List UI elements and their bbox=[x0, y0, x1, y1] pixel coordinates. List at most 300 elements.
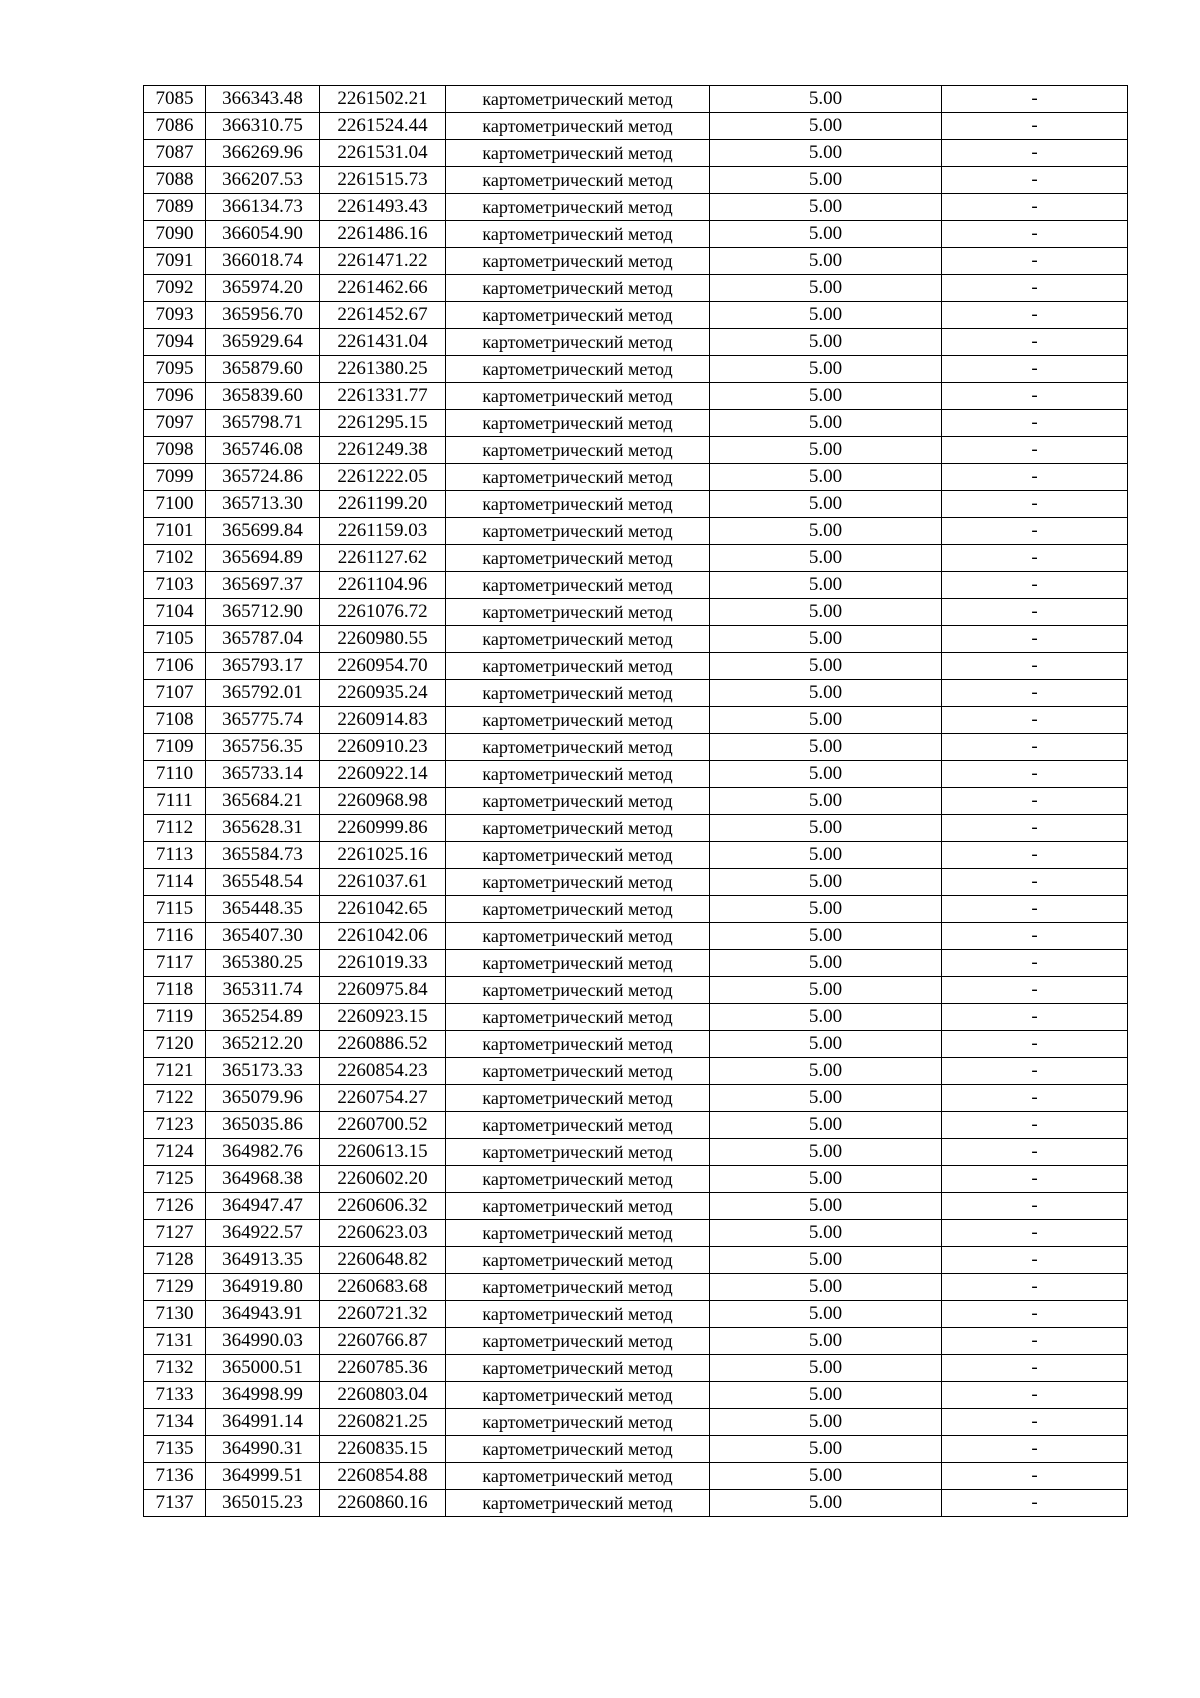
method-cell: картометрический метод bbox=[446, 761, 710, 788]
note-cell: - bbox=[942, 707, 1128, 734]
method-cell: картометрический метод bbox=[446, 491, 710, 518]
table-row bbox=[144, 302, 1128, 329]
coord-y-cell: 2260623.03 bbox=[320, 1220, 446, 1247]
point-number-cell: 7134 bbox=[144, 1409, 206, 1436]
note-cell: - bbox=[942, 1139, 1128, 1166]
coord-x-cell: 366269.96 bbox=[206, 140, 320, 167]
method-cell: картометрический метод bbox=[446, 140, 710, 167]
point-number-cell: 7108 bbox=[144, 707, 206, 734]
accuracy-cell: 5.00 bbox=[710, 383, 942, 410]
note-cell: - bbox=[942, 1085, 1128, 1112]
coord-y-cell: 2260785.36 bbox=[320, 1355, 446, 1382]
point-number-cell: 7117 bbox=[144, 950, 206, 977]
accuracy-cell: 5.00 bbox=[710, 599, 942, 626]
accuracy-cell: 5.00 bbox=[710, 626, 942, 653]
note-cell: - bbox=[942, 1247, 1128, 1274]
table-row bbox=[144, 977, 1128, 1004]
accuracy-cell: 5.00 bbox=[710, 1139, 942, 1166]
accuracy-cell: 5.00 bbox=[710, 1328, 942, 1355]
accuracy-cell: 5.00 bbox=[710, 1004, 942, 1031]
table-row bbox=[144, 491, 1128, 518]
coord-x-cell: 366018.74 bbox=[206, 248, 320, 275]
method-cell: картометрический метод bbox=[446, 1004, 710, 1031]
method-cell: картометрический метод bbox=[446, 788, 710, 815]
coord-y-cell: 2261042.06 bbox=[320, 923, 446, 950]
note-cell: - bbox=[942, 329, 1128, 356]
coord-x-cell: 365173.33 bbox=[206, 1058, 320, 1085]
table-row bbox=[144, 1328, 1128, 1355]
coord-y-cell: 2260980.55 bbox=[320, 626, 446, 653]
note-cell: - bbox=[942, 140, 1128, 167]
method-cell: картометрический метод bbox=[446, 1031, 710, 1058]
coord-x-cell: 365974.20 bbox=[206, 275, 320, 302]
coord-y-cell: 2261431.04 bbox=[320, 329, 446, 356]
method-cell: картометрический метод bbox=[446, 1409, 710, 1436]
point-number-cell: 7113 bbox=[144, 842, 206, 869]
note-cell: - bbox=[942, 734, 1128, 761]
table-row bbox=[144, 1355, 1128, 1382]
accuracy-cell: 5.00 bbox=[710, 1382, 942, 1409]
table-row bbox=[144, 1004, 1128, 1031]
coord-y-cell: 2260975.84 bbox=[320, 977, 446, 1004]
method-cell: картометрический метод bbox=[446, 572, 710, 599]
point-number-cell: 7125 bbox=[144, 1166, 206, 1193]
accuracy-cell: 5.00 bbox=[710, 1058, 942, 1085]
coord-x-cell: 365311.74 bbox=[206, 977, 320, 1004]
accuracy-cell: 5.00 bbox=[710, 653, 942, 680]
note-cell: - bbox=[942, 248, 1128, 275]
accuracy-cell: 5.00 bbox=[710, 923, 942, 950]
method-cell: картометрический метод bbox=[446, 1193, 710, 1220]
coord-x-cell: 366054.90 bbox=[206, 221, 320, 248]
point-number-cell: 7111 bbox=[144, 788, 206, 815]
accuracy-cell: 5.00 bbox=[710, 1463, 942, 1490]
table-row bbox=[144, 1031, 1128, 1058]
note-cell: - bbox=[942, 1058, 1128, 1085]
coord-x-cell: 365212.20 bbox=[206, 1031, 320, 1058]
note-cell: - bbox=[942, 491, 1128, 518]
coord-y-cell: 2260700.52 bbox=[320, 1112, 446, 1139]
coord-y-cell: 2261025.16 bbox=[320, 842, 446, 869]
table-row bbox=[144, 707, 1128, 734]
coordinates-table-body bbox=[144, 86, 1128, 1517]
point-number-cell: 7104 bbox=[144, 599, 206, 626]
coord-x-cell: 364947.47 bbox=[206, 1193, 320, 1220]
coord-y-cell: 2261524.44 bbox=[320, 113, 446, 140]
note-cell: - bbox=[942, 1409, 1128, 1436]
table-row bbox=[144, 194, 1128, 221]
accuracy-cell: 5.00 bbox=[710, 248, 942, 275]
coord-x-cell: 365733.14 bbox=[206, 761, 320, 788]
point-number-cell: 7136 bbox=[144, 1463, 206, 1490]
point-number-cell: 7128 bbox=[144, 1247, 206, 1274]
note-cell: - bbox=[942, 1031, 1128, 1058]
note-cell: - bbox=[942, 896, 1128, 923]
coord-y-cell: 2260914.83 bbox=[320, 707, 446, 734]
table-row bbox=[144, 572, 1128, 599]
method-cell: картометрический метод bbox=[446, 1490, 710, 1517]
point-number-cell: 7089 bbox=[144, 194, 206, 221]
method-cell: картометрический метод bbox=[446, 599, 710, 626]
method-cell: картометрический метод bbox=[446, 1166, 710, 1193]
coord-y-cell: 2261452.67 bbox=[320, 302, 446, 329]
coord-y-cell: 2260954.70 bbox=[320, 653, 446, 680]
point-number-cell: 7130 bbox=[144, 1301, 206, 1328]
coord-x-cell: 365380.25 bbox=[206, 950, 320, 977]
table-row bbox=[144, 1274, 1128, 1301]
coord-x-cell: 365879.60 bbox=[206, 356, 320, 383]
note-cell: - bbox=[942, 1463, 1128, 1490]
point-number-cell: 7099 bbox=[144, 464, 206, 491]
point-number-cell: 7127 bbox=[144, 1220, 206, 1247]
point-number-cell: 7114 bbox=[144, 869, 206, 896]
note-cell: - bbox=[942, 1490, 1128, 1517]
accuracy-cell: 5.00 bbox=[710, 842, 942, 869]
method-cell: картометрический метод bbox=[446, 437, 710, 464]
point-number-cell: 7102 bbox=[144, 545, 206, 572]
table-row bbox=[144, 86, 1128, 113]
coord-x-cell: 365079.96 bbox=[206, 1085, 320, 1112]
note-cell: - bbox=[942, 1274, 1128, 1301]
table-row bbox=[144, 329, 1128, 356]
accuracy-cell: 5.00 bbox=[710, 545, 942, 572]
accuracy-cell: 5.00 bbox=[710, 113, 942, 140]
coord-x-cell: 366134.73 bbox=[206, 194, 320, 221]
coord-y-cell: 2260935.24 bbox=[320, 680, 446, 707]
method-cell: картометрический метод bbox=[446, 626, 710, 653]
note-cell: - bbox=[942, 518, 1128, 545]
point-number-cell: 7120 bbox=[144, 1031, 206, 1058]
coord-x-cell: 365407.30 bbox=[206, 923, 320, 950]
coord-x-cell: 365839.60 bbox=[206, 383, 320, 410]
accuracy-cell: 5.00 bbox=[710, 437, 942, 464]
method-cell: картометрический метод bbox=[446, 734, 710, 761]
method-cell: картометрический метод bbox=[446, 653, 710, 680]
accuracy-cell: 5.00 bbox=[710, 275, 942, 302]
point-number-cell: 7129 bbox=[144, 1274, 206, 1301]
table-row bbox=[144, 1139, 1128, 1166]
accuracy-cell: 5.00 bbox=[710, 734, 942, 761]
point-number-cell: 7097 bbox=[144, 410, 206, 437]
coord-y-cell: 2260910.23 bbox=[320, 734, 446, 761]
point-number-cell: 7132 bbox=[144, 1355, 206, 1382]
accuracy-cell: 5.00 bbox=[710, 977, 942, 1004]
accuracy-cell: 5.00 bbox=[710, 1166, 942, 1193]
coord-x-cell: 365548.54 bbox=[206, 869, 320, 896]
accuracy-cell: 5.00 bbox=[710, 788, 942, 815]
method-cell: картометрический метод bbox=[446, 86, 710, 113]
coord-x-cell: 365684.21 bbox=[206, 788, 320, 815]
note-cell: - bbox=[942, 950, 1128, 977]
method-cell: картометрический метод bbox=[446, 680, 710, 707]
point-number-cell: 7121 bbox=[144, 1058, 206, 1085]
coord-x-cell: 364982.76 bbox=[206, 1139, 320, 1166]
point-number-cell: 7090 bbox=[144, 221, 206, 248]
note-cell: - bbox=[942, 1112, 1128, 1139]
accuracy-cell: 5.00 bbox=[710, 1301, 942, 1328]
method-cell: картометрический метод bbox=[446, 1355, 710, 1382]
coord-y-cell: 2261037.61 bbox=[320, 869, 446, 896]
note-cell: - bbox=[942, 221, 1128, 248]
accuracy-cell: 5.00 bbox=[710, 815, 942, 842]
method-cell: картометрический метод bbox=[446, 1085, 710, 1112]
accuracy-cell: 5.00 bbox=[710, 950, 942, 977]
table-row bbox=[144, 599, 1128, 626]
table-row bbox=[144, 950, 1128, 977]
method-cell: картометрический метод bbox=[446, 194, 710, 221]
method-cell: картометрический метод bbox=[446, 950, 710, 977]
table-row bbox=[144, 518, 1128, 545]
method-cell: картометрический метод bbox=[446, 1382, 710, 1409]
note-cell: - bbox=[942, 1004, 1128, 1031]
coord-x-cell: 365756.35 bbox=[206, 734, 320, 761]
coord-y-cell: 2260886.52 bbox=[320, 1031, 446, 1058]
coord-y-cell: 2260860.16 bbox=[320, 1490, 446, 1517]
accuracy-cell: 5.00 bbox=[710, 761, 942, 788]
coord-y-cell: 2260803.04 bbox=[320, 1382, 446, 1409]
note-cell: - bbox=[942, 626, 1128, 653]
coord-x-cell: 364922.57 bbox=[206, 1220, 320, 1247]
accuracy-cell: 5.00 bbox=[710, 329, 942, 356]
method-cell: картометрический метод bbox=[446, 842, 710, 869]
method-cell: картометрический метод bbox=[446, 1463, 710, 1490]
point-number-cell: 7105 bbox=[144, 626, 206, 653]
method-cell: картометрический метод bbox=[446, 248, 710, 275]
table-row bbox=[144, 653, 1128, 680]
note-cell: - bbox=[942, 869, 1128, 896]
table-row bbox=[144, 113, 1128, 140]
method-cell: картометрический метод bbox=[446, 1058, 710, 1085]
accuracy-cell: 5.00 bbox=[710, 707, 942, 734]
method-cell: картометрический метод bbox=[446, 464, 710, 491]
table-row bbox=[144, 1112, 1128, 1139]
note-cell: - bbox=[942, 113, 1128, 140]
note-cell: - bbox=[942, 356, 1128, 383]
coord-y-cell: 2260766.87 bbox=[320, 1328, 446, 1355]
coord-y-cell: 2260999.86 bbox=[320, 815, 446, 842]
table-row bbox=[144, 626, 1128, 653]
point-number-cell: 7093 bbox=[144, 302, 206, 329]
note-cell: - bbox=[942, 275, 1128, 302]
coord-y-cell: 2260721.32 bbox=[320, 1301, 446, 1328]
coord-y-cell: 2260854.23 bbox=[320, 1058, 446, 1085]
table-row bbox=[144, 1409, 1128, 1436]
note-cell: - bbox=[942, 1301, 1128, 1328]
coord-x-cell: 365697.37 bbox=[206, 572, 320, 599]
accuracy-cell: 5.00 bbox=[710, 86, 942, 113]
point-number-cell: 7091 bbox=[144, 248, 206, 275]
accuracy-cell: 5.00 bbox=[710, 140, 942, 167]
method-cell: картометрический метод bbox=[446, 1220, 710, 1247]
coord-x-cell: 365775.74 bbox=[206, 707, 320, 734]
table-row bbox=[144, 545, 1128, 572]
note-cell: - bbox=[942, 194, 1128, 221]
method-cell: картометрический метод bbox=[446, 707, 710, 734]
accuracy-cell: 5.00 bbox=[710, 1085, 942, 1112]
accuracy-cell: 5.00 bbox=[710, 1409, 942, 1436]
point-number-cell: 7100 bbox=[144, 491, 206, 518]
coord-y-cell: 2260648.82 bbox=[320, 1247, 446, 1274]
coordinates-table bbox=[143, 85, 1128, 1517]
coord-x-cell: 366310.75 bbox=[206, 113, 320, 140]
method-cell: картометрический метод bbox=[446, 1301, 710, 1328]
point-number-cell: 7122 bbox=[144, 1085, 206, 1112]
point-number-cell: 7123 bbox=[144, 1112, 206, 1139]
note-cell: - bbox=[942, 86, 1128, 113]
table-row bbox=[144, 1166, 1128, 1193]
table-row bbox=[144, 1247, 1128, 1274]
coord-x-cell: 365798.71 bbox=[206, 410, 320, 437]
coord-x-cell: 364943.91 bbox=[206, 1301, 320, 1328]
note-cell: - bbox=[942, 599, 1128, 626]
point-number-cell: 7133 bbox=[144, 1382, 206, 1409]
coord-y-cell: 2260835.15 bbox=[320, 1436, 446, 1463]
accuracy-cell: 5.00 bbox=[710, 518, 942, 545]
table-row bbox=[144, 1058, 1128, 1085]
note-cell: - bbox=[942, 923, 1128, 950]
coord-y-cell: 2260613.15 bbox=[320, 1139, 446, 1166]
note-cell: - bbox=[942, 167, 1128, 194]
point-number-cell: 7085 bbox=[144, 86, 206, 113]
note-cell: - bbox=[942, 302, 1128, 329]
method-cell: картометрический метод bbox=[446, 923, 710, 950]
table-row bbox=[144, 869, 1128, 896]
accuracy-cell: 5.00 bbox=[710, 572, 942, 599]
table-row bbox=[144, 1490, 1128, 1517]
point-number-cell: 7106 bbox=[144, 653, 206, 680]
coord-y-cell: 2261076.72 bbox=[320, 599, 446, 626]
point-number-cell: 7110 bbox=[144, 761, 206, 788]
note-cell: - bbox=[942, 761, 1128, 788]
point-number-cell: 7115 bbox=[144, 896, 206, 923]
method-cell: картометрический метод bbox=[446, 113, 710, 140]
point-number-cell: 7095 bbox=[144, 356, 206, 383]
coord-x-cell: 365787.04 bbox=[206, 626, 320, 653]
accuracy-cell: 5.00 bbox=[710, 869, 942, 896]
accuracy-cell: 5.00 bbox=[710, 221, 942, 248]
table-row bbox=[144, 761, 1128, 788]
accuracy-cell: 5.00 bbox=[710, 1490, 942, 1517]
table-row bbox=[144, 437, 1128, 464]
coord-x-cell: 364999.51 bbox=[206, 1463, 320, 1490]
coord-y-cell: 2260923.15 bbox=[320, 1004, 446, 1031]
coord-y-cell: 2261515.73 bbox=[320, 167, 446, 194]
coord-y-cell: 2260821.25 bbox=[320, 1409, 446, 1436]
table-row bbox=[144, 140, 1128, 167]
coord-y-cell: 2261502.21 bbox=[320, 86, 446, 113]
coord-x-cell: 364968.38 bbox=[206, 1166, 320, 1193]
method-cell: картометрический метод bbox=[446, 383, 710, 410]
table-row bbox=[144, 923, 1128, 950]
coord-y-cell: 2261493.43 bbox=[320, 194, 446, 221]
accuracy-cell: 5.00 bbox=[710, 491, 942, 518]
coord-x-cell: 364990.03 bbox=[206, 1328, 320, 1355]
table-row bbox=[144, 356, 1128, 383]
point-number-cell: 7087 bbox=[144, 140, 206, 167]
accuracy-cell: 5.00 bbox=[710, 1436, 942, 1463]
method-cell: картометрический метод bbox=[446, 221, 710, 248]
coord-y-cell: 2261471.22 bbox=[320, 248, 446, 275]
table-row bbox=[144, 275, 1128, 302]
point-number-cell: 7096 bbox=[144, 383, 206, 410]
table-row bbox=[144, 221, 1128, 248]
point-number-cell: 7092 bbox=[144, 275, 206, 302]
accuracy-cell: 5.00 bbox=[710, 1193, 942, 1220]
coord-y-cell: 2261199.20 bbox=[320, 491, 446, 518]
accuracy-cell: 5.00 bbox=[710, 1355, 942, 1382]
table-row bbox=[144, 1085, 1128, 1112]
accuracy-cell: 5.00 bbox=[710, 167, 942, 194]
coord-y-cell: 2261462.66 bbox=[320, 275, 446, 302]
method-cell: картометрический метод bbox=[446, 977, 710, 1004]
table-row bbox=[144, 896, 1128, 923]
accuracy-cell: 5.00 bbox=[710, 896, 942, 923]
coord-x-cell: 365712.90 bbox=[206, 599, 320, 626]
point-number-cell: 7109 bbox=[144, 734, 206, 761]
point-number-cell: 7103 bbox=[144, 572, 206, 599]
point-number-cell: 7086 bbox=[144, 113, 206, 140]
note-cell: - bbox=[942, 788, 1128, 815]
note-cell: - bbox=[942, 977, 1128, 1004]
table-row bbox=[144, 1193, 1128, 1220]
table-row bbox=[144, 464, 1128, 491]
accuracy-cell: 5.00 bbox=[710, 410, 942, 437]
point-number-cell: 7107 bbox=[144, 680, 206, 707]
coord-y-cell: 2261331.77 bbox=[320, 383, 446, 410]
method-cell: картометрический метод bbox=[446, 302, 710, 329]
coord-y-cell: 2260754.27 bbox=[320, 1085, 446, 1112]
coord-x-cell: 364913.35 bbox=[206, 1247, 320, 1274]
point-number-cell: 7124 bbox=[144, 1139, 206, 1166]
coord-y-cell: 2261486.16 bbox=[320, 221, 446, 248]
accuracy-cell: 5.00 bbox=[710, 356, 942, 383]
note-cell: - bbox=[942, 437, 1128, 464]
coord-x-cell: 365015.23 bbox=[206, 1490, 320, 1517]
method-cell: картометрический метод bbox=[446, 1274, 710, 1301]
table-row bbox=[144, 842, 1128, 869]
table-row bbox=[144, 1220, 1128, 1247]
coord-x-cell: 365254.89 bbox=[206, 1004, 320, 1031]
point-number-cell: 7118 bbox=[144, 977, 206, 1004]
coord-y-cell: 2261127.62 bbox=[320, 545, 446, 572]
point-number-cell: 7135 bbox=[144, 1436, 206, 1463]
note-cell: - bbox=[942, 1193, 1128, 1220]
method-cell: картометрический метод bbox=[446, 410, 710, 437]
note-cell: - bbox=[942, 1436, 1128, 1463]
method-cell: картометрический метод bbox=[446, 869, 710, 896]
point-number-cell: 7131 bbox=[144, 1328, 206, 1355]
accuracy-cell: 5.00 bbox=[710, 464, 942, 491]
point-number-cell: 7119 bbox=[144, 1004, 206, 1031]
coord-x-cell: 365035.86 bbox=[206, 1112, 320, 1139]
note-cell: - bbox=[942, 1220, 1128, 1247]
table-row bbox=[144, 734, 1128, 761]
method-cell: картометрический метод bbox=[446, 1112, 710, 1139]
coord-y-cell: 2260922.14 bbox=[320, 761, 446, 788]
coord-x-cell: 364998.99 bbox=[206, 1382, 320, 1409]
coord-y-cell: 2261042.65 bbox=[320, 896, 446, 923]
accuracy-cell: 5.00 bbox=[710, 1274, 942, 1301]
accuracy-cell: 5.00 bbox=[710, 680, 942, 707]
coord-x-cell: 365000.51 bbox=[206, 1355, 320, 1382]
method-cell: картометрический метод bbox=[446, 1436, 710, 1463]
table-row bbox=[144, 815, 1128, 842]
coord-x-cell: 366343.48 bbox=[206, 86, 320, 113]
coord-y-cell: 2261222.05 bbox=[320, 464, 446, 491]
note-cell: - bbox=[942, 545, 1128, 572]
table-row bbox=[144, 1301, 1128, 1328]
accuracy-cell: 5.00 bbox=[710, 1247, 942, 1274]
